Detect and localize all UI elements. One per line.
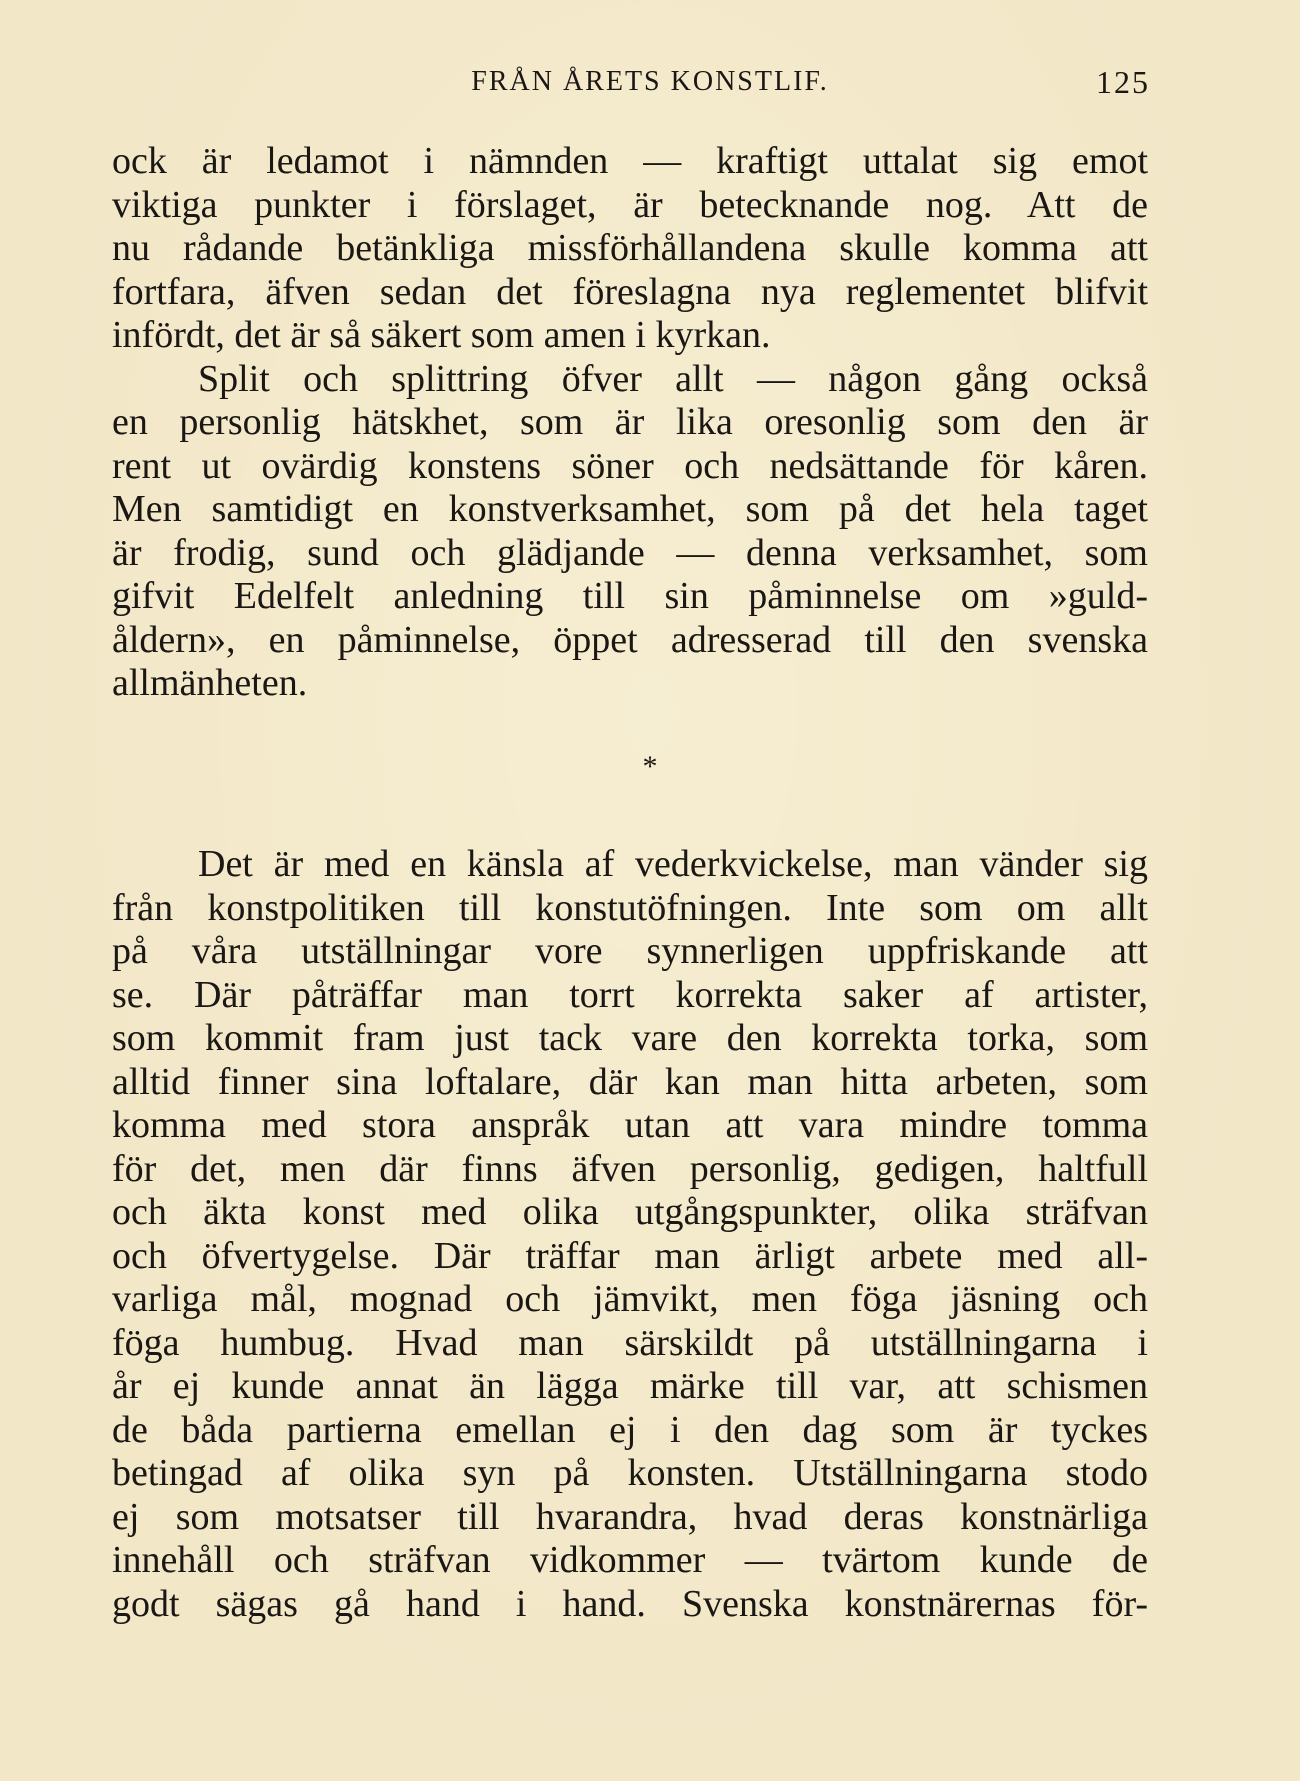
text-line: viktiga punkter i förslaget, är betecknande nog. Att de bbox=[112, 183, 1148, 226]
text-line: som kommit fram just tack vare den korrekta torka, som bbox=[112, 1017, 1148, 1059]
text-line: fortfara, äfven sedan det föreslagna nya reglementet blifvit bbox=[112, 270, 1148, 313]
text-line: Men samtidigt en konstverksamhet, som på det hela taget bbox=[112, 488, 1148, 530]
text-line: föga humbug. Hvad man särskildt på utställningarna i bbox=[112, 1321, 1148, 1364]
running-title: FRÅN ÅRETS KONSTLIF. bbox=[471, 66, 829, 97]
text-line: en personlig hätskhet, som är lika oresonlig som den är bbox=[112, 401, 1148, 443]
text-line: komma med stora anspråk utan att vara mindre tomma bbox=[112, 1104, 1148, 1146]
text-line: åldern», en påminnelse, öppet adresserad till den svenska bbox=[112, 618, 1148, 661]
text-line: nu rådande betänkliga missförhållandena skulle komma att bbox=[112, 227, 1148, 269]
text-line: och öfvertygelse. Där träffar man ärligt arbete med all- bbox=[112, 1234, 1148, 1277]
text-line: Split och splittring öfver allt — någon gång också bbox=[198, 357, 1148, 400]
text-line: de båda partierna emellan ej i den dag som är tyckes bbox=[112, 1408, 1148, 1451]
text-line: innehåll och sträfvan vidkommer — tvärtom kunde de bbox=[112, 1539, 1148, 1581]
text-line: alltid finner sina loftalare, där kan man hitta arbeten, som bbox=[112, 1060, 1148, 1103]
text-line: ej som motsatser till hvarandra, hvad deras konstnärliga bbox=[112, 1495, 1148, 1538]
text-line: ock är ledamot i nämnden — kraftigt uttalat sig emot bbox=[112, 140, 1148, 182]
text-line: år ej kunde annat än lägga märke till var, att schismen bbox=[112, 1365, 1148, 1407]
text-line: rent ut ovärdig konstens söner och nedsättande för kåren. bbox=[112, 444, 1148, 487]
text-line: se. Där påträffar man torrt korrekta saker af artister, bbox=[112, 973, 1148, 1016]
text-line: gifvit Edelfelt anledning till sin påminnelse om »guld- bbox=[112, 575, 1148, 617]
text-line: Det är med en känsla af vederkvickelse, man vänder sig bbox=[198, 843, 1148, 885]
text-line: från konstpolitiken till konstutöfningen. Inte som om allt bbox=[112, 886, 1148, 929]
text-line: och äkta konst med olika utgångspunkter, olika sträfvan bbox=[112, 1191, 1148, 1233]
text-line: betingad af olika syn på konsten. Utställningarna stodo bbox=[112, 1452, 1148, 1494]
text-line: på våra utställningar vore synnerligen uppfriskande att bbox=[112, 930, 1148, 972]
text-line: varliga mål, mognad och jämvikt, men föga jäsning och bbox=[112, 1278, 1148, 1320]
page-number: 125 bbox=[1096, 64, 1150, 100]
paragraph-block-2 bbox=[112, 843, 1148, 1626]
text-line: godt sägas gå hand i hand. Svenska konstnärernas för- bbox=[112, 1582, 1148, 1625]
text-line: är frodig, sund och glädjande — denna verksamhet, som bbox=[112, 531, 1148, 574]
paragraph-block-1 bbox=[112, 140, 1148, 706]
text-line: för det, men där finns äfven personlig, gedigen, haltfull bbox=[112, 1147, 1148, 1190]
text-line: infördt, det är så säkert som amen i kyrkan. bbox=[112, 314, 771, 356]
running-head bbox=[0, 62, 1300, 102]
text-line: allmänheten. bbox=[112, 662, 308, 704]
section-separator: * bbox=[642, 750, 658, 783]
